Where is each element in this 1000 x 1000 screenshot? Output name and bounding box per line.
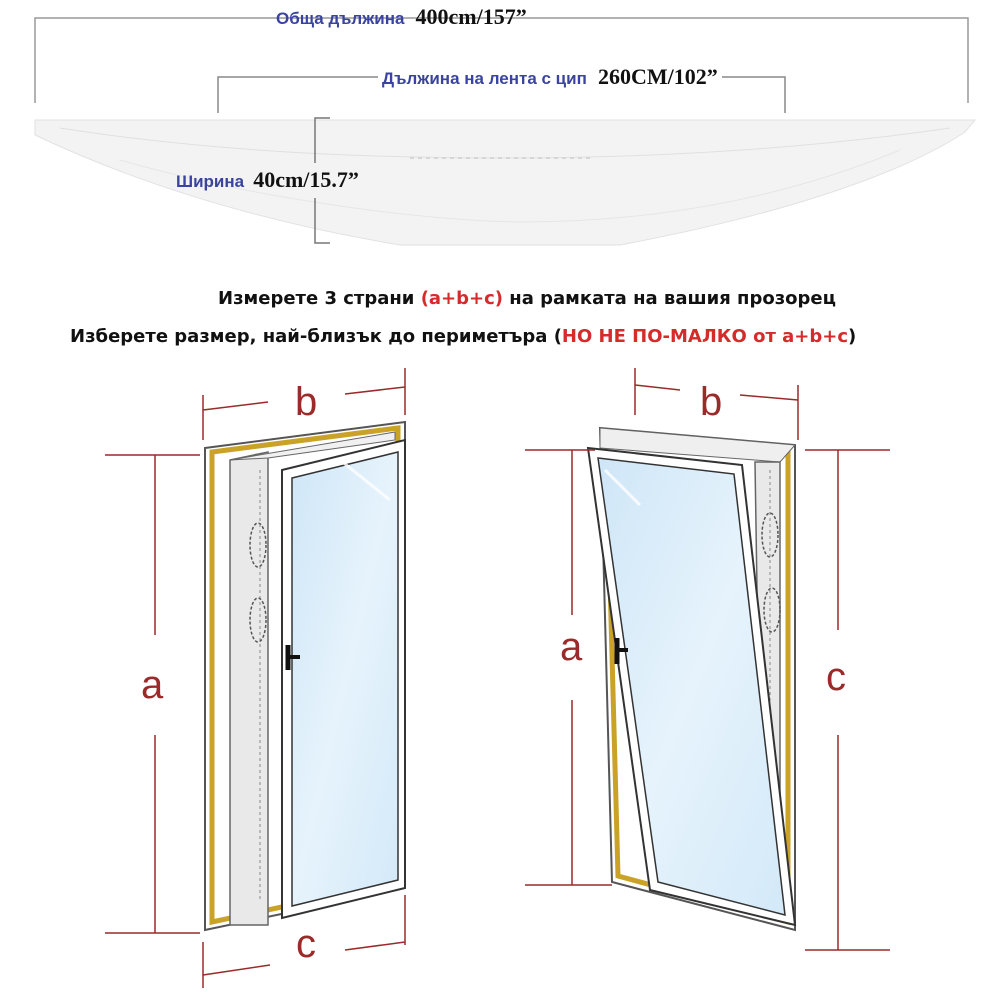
instruction-1-text: Измерете 3 страни — [218, 288, 421, 309]
instruction-2-text-end: ) — [848, 326, 857, 347]
width-label: Ширина — [176, 172, 245, 191]
right-window — [588, 428, 795, 930]
zipper-length-label-group — [378, 64, 722, 90]
left-label-b: b — [295, 380, 318, 424]
instruction-1-text-end: на рамката на вашия прозорец — [503, 288, 836, 309]
total-length-bracket — [35, 18, 968, 103]
total-length-label: Обща дължина — [276, 9, 405, 28]
instruction-line-2 — [70, 326, 856, 347]
width-label-group — [176, 167, 359, 193]
left-label-c: c — [296, 922, 316, 966]
instruction-line-1 — [218, 288, 836, 309]
zipper-length-label: Дължина на лента с цип — [382, 69, 587, 88]
width-value: 40cm/15.7” — [253, 167, 359, 192]
total-length-label-group — [276, 4, 527, 30]
left-label-a: a — [141, 663, 164, 707]
instruction-1-highlight: (a+b+c) — [420, 288, 504, 309]
left-window — [205, 422, 405, 930]
instruction-2-highlight: НО НЕ ПО-МАЛКО от a+b+c — [561, 326, 849, 347]
instruction-2-text: Изберете размер, най-близък до периметъра ( — [70, 326, 562, 347]
total-length-value: 400cm/157” — [415, 4, 527, 29]
right-label-b: b — [700, 380, 723, 424]
right-label-a: a — [560, 625, 583, 669]
zipper-length-value: 260CM/102” — [597, 64, 718, 89]
right-label-c: c — [826, 655, 846, 699]
